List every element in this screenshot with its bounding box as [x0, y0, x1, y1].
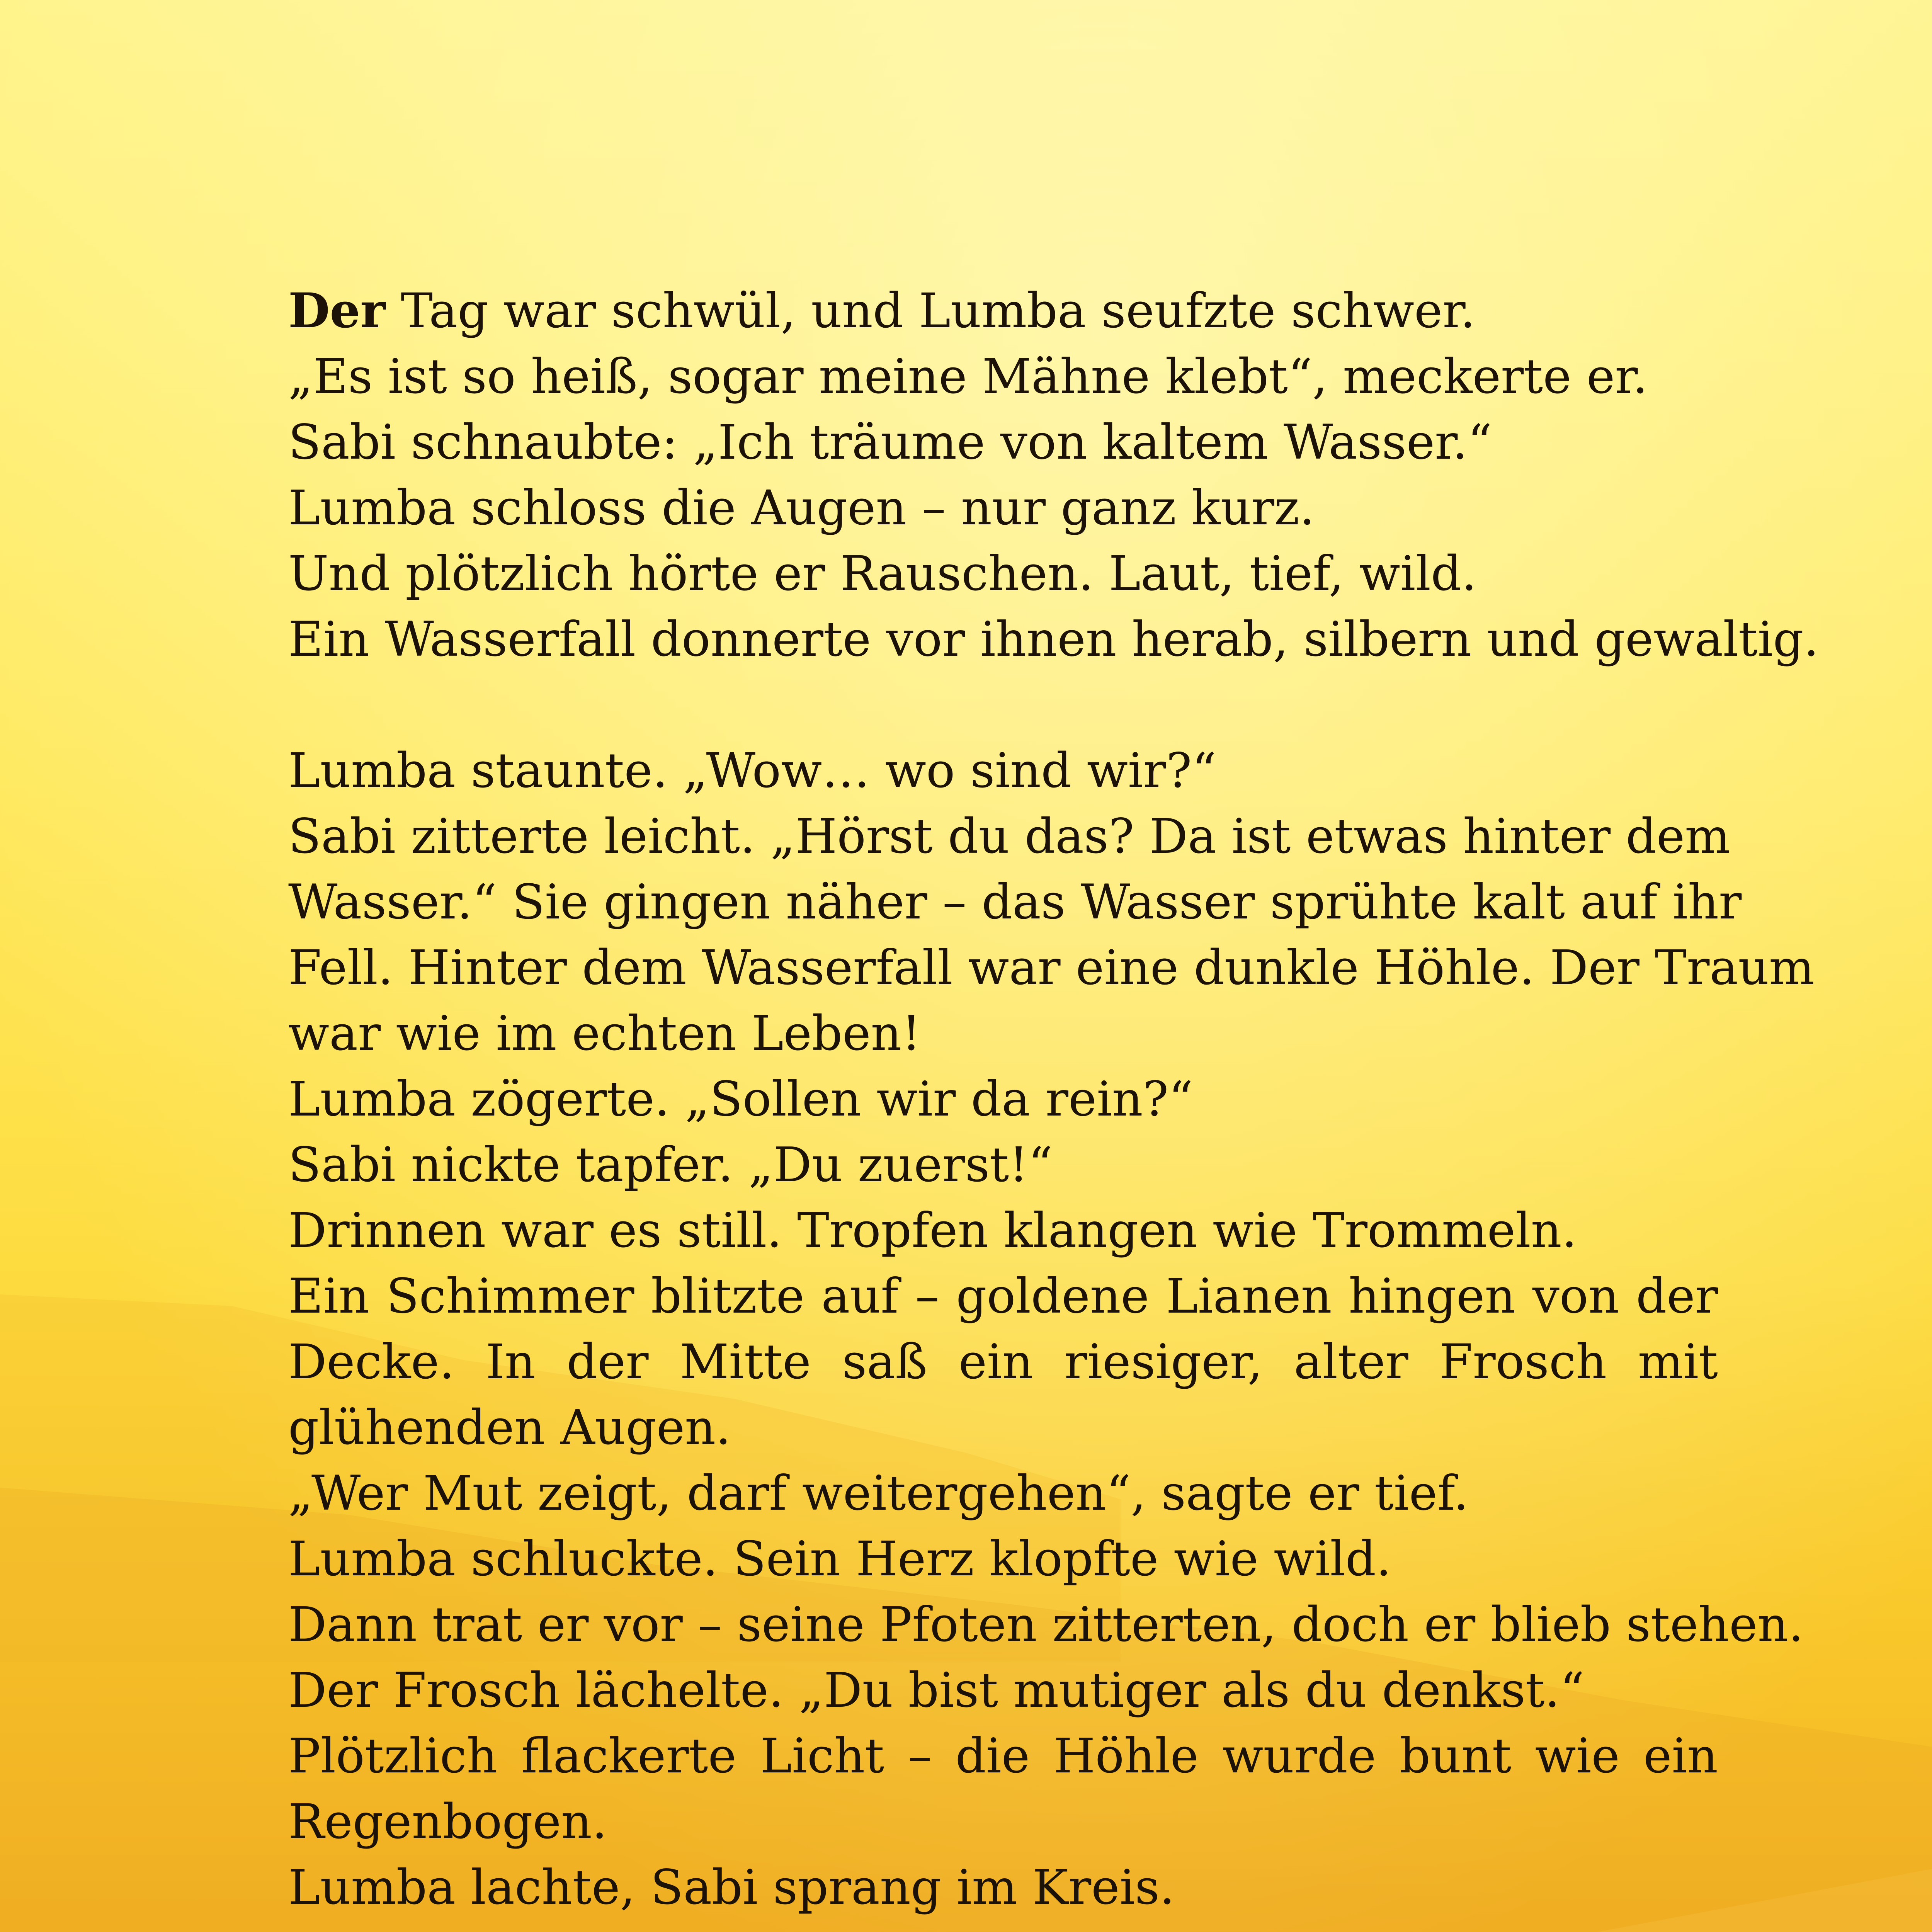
story-line — [288, 278, 1718, 344]
story-text — [288, 278, 1819, 1932]
story-line: „Es ist so heiß, sogar meine Mähne klebt“, meckerte er. — [288, 349, 1648, 405]
story-line: Lumba schloss die Augen – nur ganz kurz. — [288, 480, 1315, 536]
story-line: Und plötzlich hörte er Rauschen. Laut, tief, wild. — [288, 546, 1477, 602]
story-line: Dann trat er vor – seine Pfoten zitterten, doch er blieb stehen. — [288, 1597, 1804, 1653]
story-line-rest: Tag war schwül, und Lumba seufzte schwer. — [385, 283, 1476, 339]
story-line: Ein Schimmer blitzte auf – goldene Lianen hingen von der — [288, 1269, 1718, 1324]
story-line: Lumba schluckte. Sein Herz klopfte wie wild. — [288, 1531, 1391, 1587]
story-line: Plötzlich flackerte Licht – die Höhle wurde bunt wie ein — [288, 1728, 1718, 1784]
lead-word: Der — [288, 283, 386, 339]
story-line: „Wer Mut zeigt, darf weitergehen“, sagte er tief. — [288, 1466, 1469, 1521]
story-line: Regenbogen. — [288, 1794, 607, 1850]
story-line: Lumba staunte. „Wow… wo sind wir?“ — [288, 743, 1216, 799]
story-line: war wie im echten Leben! — [288, 1006, 921, 1061]
paragraph-intro — [288, 278, 1819, 672]
story-line: Sabi schnaubte: „Ich träume von kaltem Wasser.“ — [288, 415, 1492, 470]
story-line: Lumba zögerte. „Sollen wir da rein?“ — [288, 1071, 1193, 1127]
story-line: Drinnen war es still. Tropfen klangen wie Trommeln. — [288, 1203, 1577, 1259]
story-line: Sabi zitterte leicht. „Hörst du das? Da ist etwas hinter dem — [288, 809, 1730, 864]
story-line: Sabi nickte tapfer. „Du zuerst!“ — [288, 1137, 1053, 1193]
story-line: Decke. In der Mitte saß ein riesiger, alter Frosch mit — [288, 1334, 1718, 1390]
paragraph-adventure — [288, 738, 1815, 1920]
story-line: Ein Wasserfall donnerte vor ihnen herab, silbern und gewaltig. — [288, 612, 1819, 667]
story-line: glühenden Augen. — [288, 1400, 731, 1456]
story-line: Fell. Hinter dem Wasserfall war eine dunkle Höhle. Der Traum — [288, 940, 1815, 996]
story-line: Der Frosch lächelte. „Du bist mutiger als du denkst.“ — [288, 1663, 1585, 1718]
story-line: Lumba lachte, Sabi sprang im Kreis. — [288, 1860, 1175, 1915]
story-line: Wasser.“ Sie gingen näher – das Wasser sprühte kalt auf ihr — [288, 874, 1742, 930]
